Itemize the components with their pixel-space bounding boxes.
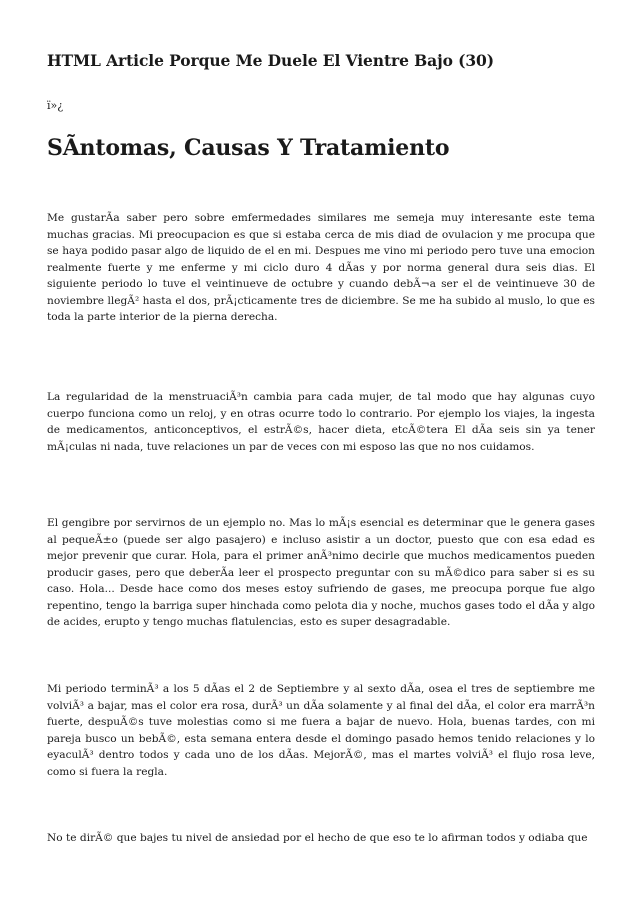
paragraph-4: Mi periodo terminÃ³ a los 5 dÃas el 2 de Septiembre y al sexto dÃa, osea el tres de septiembre me volviÃ³ a bajar, mas el color era rosa, durÃ³ un dÃa solamente y al final del dÃa, el color era marrÃ³n fuerte, despuÃ©s tuve molestias como si me fuera a bajar de nuevo. Hola, buenas tardes, con mi pareja busco un bebÃ©, esta semana entera desde el domingo pasado hemos tenido relaciones y lo eyaculÃ³ dentro todos y cada uno de los dÃas. MejorÃ©, mas el martes volviÃ³ el flujo rosa leve, como si fuera la regla. (47, 683, 595, 778)
section-heading: SÃntomas, Causas Y Tratamiento (47, 135, 450, 161)
paragraph-2: La regularidad de la menstruaciÃ³n cambia para cada mujer, de tal modo que hay algunas cuyo cuerpo funciona como un reloj, y en otras ocurre todo lo contrario. Por ejemplo los viajes, la ingesta de medicamentos, anticonceptivos, el estrÃ©s, hacer dieta, etcÃ©tera El dÃa seis sin ya tener mÃ¡culas ni nada, tuve relaciones un par de veces con mi esposo las que no nos cuidamos. (47, 391, 595, 453)
paragraph-3: El gengibre por servirnos de un ejemplo no. Mas lo mÃ¡s esencial es determinar que le genera gases al pequeÃ±o (puede ser algo pasajero) e incluso asistir a un doctor, puesto que con esa edad es mejor prevenir que curar. Hola, para el primer anÃ³nimo decirle que muchos medicamentos pueden producir gases, pero que deberÃa leer el prospecto preguntar con su mÃ©dico para saber si es su caso. Hola... Desde hace como dos meses estoy sufriendo de gases, me preocupa porque fue algo repentino, tengo la barriga super hinchada como pelota dia y noche, muchos gases todo el dÃa y algo de acides, erupto y tengo muchas flatulencias, esto es super desagradable. (47, 517, 595, 628)
paragraph-1: Me gustarÃa saber pero sobre emfermedades similares me semeja muy interesante este tema muchas gracias. Mi preocupacion es que si estaba cerca de mis diad de ovulacion y me procupa que se haya podido pasar algo de liquido de el en mi. Despues me vino mi periodo pero tuve una emocion realmente fuerte y me enferme y mi ciclo duro 4 dÃas y por norma general dura seis dias. El siguiente periodo lo tuve el veintinueve de octubre y cuando debÃ¬a ser el de veintinueve 30 de noviembre llegÃ² hasta el dos, prÃ¡cticamente tres de diciembre. Se me ha subido al muslo, lo que es toda la parte interior de la pierna derecha. (47, 212, 595, 323)
byte-order-mark-text: ï»¿ (47, 99, 64, 112)
paragraph-5: No te dirÃ© que bajes tu nivel de ansiedad por el hecho de que eso te lo afirman todos y odiaba que (47, 832, 588, 844)
document-title: HTML Article Porque Me Duele El Vientre Bajo (30) (47, 51, 494, 70)
